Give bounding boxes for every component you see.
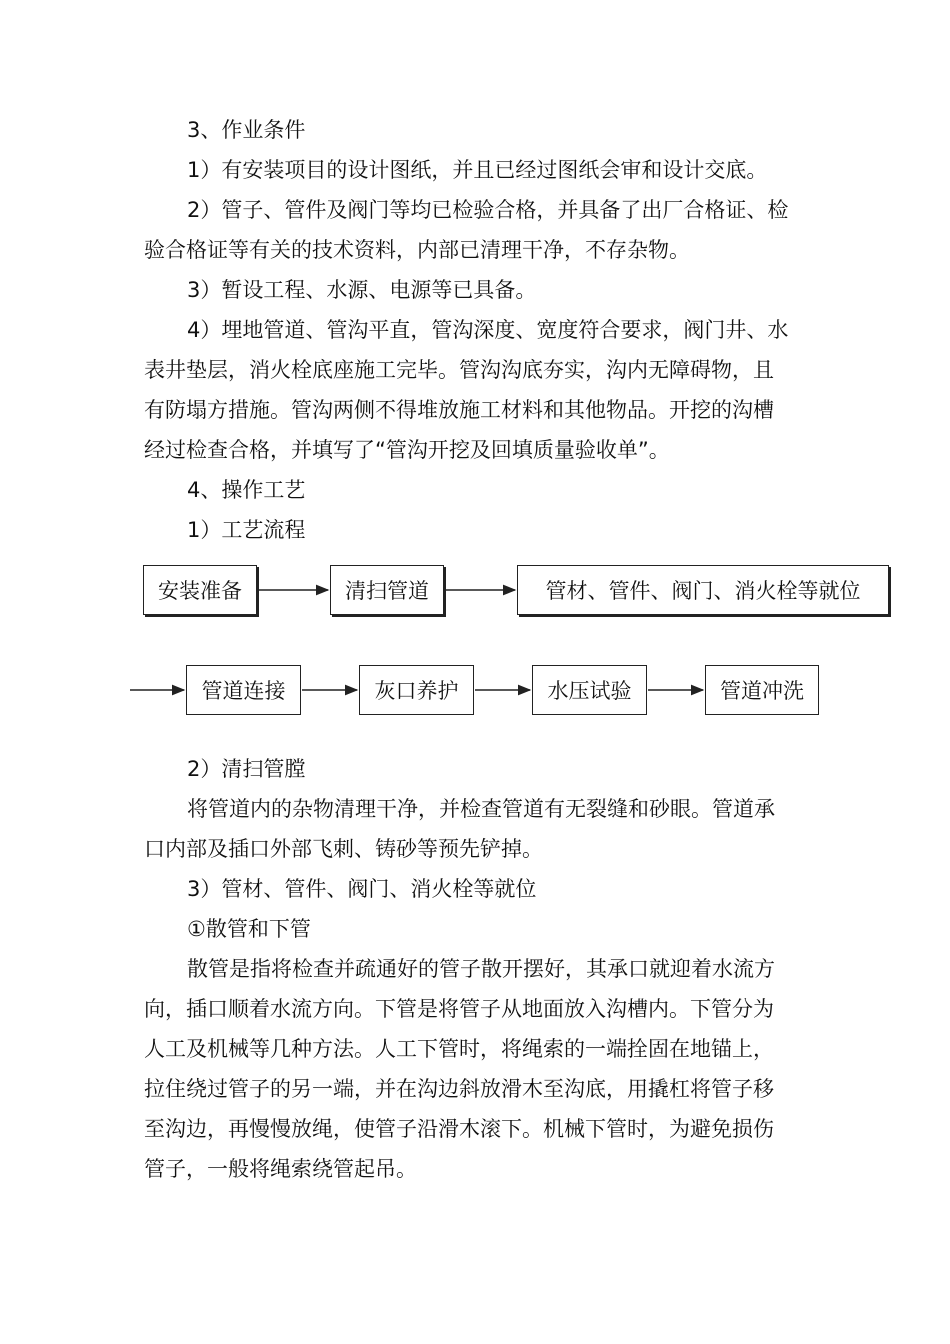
paragraph-line: 验合格证等有关的技术资料，内部已清理干净，不存杂物。 <box>144 238 690 262</box>
paragraph-line: 将管道内的杂物清理干净，并检查管道有无裂缝和砂眼。管道承 <box>187 797 775 821</box>
paragraph-line: 拉住绕过管子的另一端，并在沟边斜放滑木至沟底，用撬杠将管子移 <box>144 1077 774 1101</box>
paragraph-line: 向，插口顺着水流方向。下管是将管子从地面放入沟槽内。下管分为 <box>144 997 774 1021</box>
paragraph-line: 口内部及插口外部飞刺、铸砂等预先铲掉。 <box>144 837 543 861</box>
subsection-heading: 3）管材、管件、阀门、消火栓等就位 <box>187 877 537 901</box>
paragraph-line: 散管是指将检查并疏通好的管子散开摆好，其承口就迎着水流方 <box>187 957 775 981</box>
paragraph-line: 人工及机械等几种方法。人工下管时，将绳索的一端拴固在地锚上， <box>144 1037 774 1061</box>
paragraph-line: 3）暂设工程、水源、电源等已具备。 <box>187 278 537 302</box>
flow-step-pressure-test: 水压试验 <box>532 665 647 715</box>
paragraph-line: 有防塌方措施。管沟两侧不得堆放施工材料和其他物品。开挖的沟槽 <box>144 398 774 422</box>
paragraph-line: 2）管子、管件及阀门等均已检验合格，并具备了出厂合格证、检 <box>187 198 789 222</box>
flow-step-install-prep: 安装准备 <box>143 565 257 615</box>
flow-step-pipe-connection: 管道连接 <box>186 665 301 715</box>
flow-step-joint-curing: 灰口养护 <box>359 665 474 715</box>
subsection-heading: 1）工艺流程 <box>187 518 306 542</box>
paragraph-line: 至沟边，再慢慢放绳，使管子沿滑木滚下。机械下管时，为避免损伤 <box>144 1117 774 1141</box>
paragraph-line: 经过检查合格，并填写了“管沟开挖及回填质量验收单”。 <box>144 438 670 462</box>
paragraph-line: 1）有安装项目的设计图纸，并且已经过图纸会审和设计交底。 <box>187 158 768 182</box>
section-heading: 3、作业条件 <box>187 118 306 142</box>
section-heading: 4、操作工艺 <box>187 478 306 502</box>
subsection-heading: ①散管和下管 <box>187 917 311 941</box>
flow-step-clean-pipe: 清扫管道 <box>330 565 444 615</box>
flow-step-pipe-flushing: 管道冲洗 <box>705 665 819 715</box>
flow-step-materials-in-place: 管材、管件、阀门、消火栓等就位 <box>517 565 889 615</box>
subsection-heading: 2）清扫管膛 <box>187 757 306 781</box>
paragraph-line: 4）埋地管道、管沟平直，管沟深度、宽度符合要求，阀门井、水 <box>187 318 789 342</box>
paragraph-line: 管子，一般将绳索绕管起吊。 <box>144 1157 417 1181</box>
paragraph-line: 表井垫层，消火栓底座施工完毕。管沟沟底夯实，沟内无障碍物，且 <box>144 358 774 382</box>
